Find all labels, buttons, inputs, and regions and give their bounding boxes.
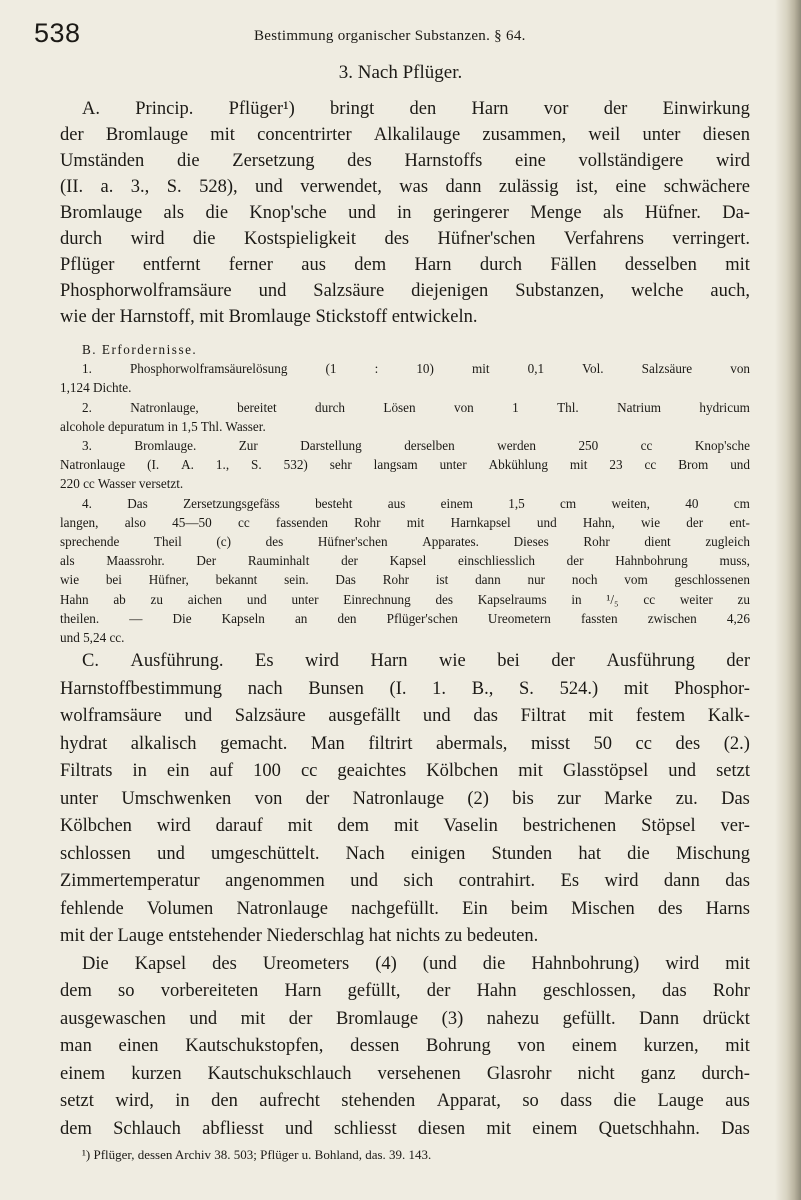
text-line: der Bromlauge mit concentrirter Alkalilauge zusammen, weil unter diesen	[60, 125, 750, 145]
text-line: wolframsäure und Salzsäure ausgefällt und das Filtrat mit festem Kalk-	[60, 706, 750, 726]
text-line: 220 cc Wasser versetzt.	[60, 476, 184, 492]
text-line: schlossen und umgeschüttelt. Nach einigen Stunden hat die Mischung	[60, 843, 750, 864]
text-line: Kölbchen wird darauf mit dem mit Vaselin bestrichenen Stöpsel ver-	[60, 816, 750, 836]
text-line: dem so vorbereiteten Harn gefüllt, der Hahn geschlossen, das Rohr	[60, 981, 750, 1001]
text-line: wie der Harnstoff, mit Bromlauge Stickstoff entwickeln.	[60, 307, 478, 327]
text-line: Harnstoffbestimmung nach Bunsen (I. 1. B., S. 524.) mit Phosphor-	[60, 678, 750, 699]
text-line: 1,124 Dichte.	[60, 380, 132, 396]
page-edge-shadow	[775, 0, 801, 1200]
text-line: als Maassrohr. Der Rauminhalt der Kapsel einschliesslich der Hahnbohrung muss,	[60, 553, 750, 569]
text-line: 4. Das Zersetzungsgefäss besteht aus einem 1,5 cm weiten, 40 cm	[82, 495, 750, 511]
text-line: fehlende Volumen Natronlauge nachgefüllt. Ein beim Mischen des Harns	[60, 898, 750, 919]
text-line: theilen. — Die Kapseln an den Pflüger'schen Ureometern fassten zwischen 4,26	[60, 610, 750, 626]
text-line: Bromlauge als die Knop'sche und in geringerer Menge als Hüfner. Da-	[60, 203, 750, 223]
text-line: Umständen die Zersetzung des Harnstoffs eine vollständigere wird	[60, 151, 750, 171]
execution-paragraph	[60, 648, 750, 1143]
text-line: dem Schlauch abfliesst und schliesst diesen mit einem Quetschhahn. Das	[60, 1118, 750, 1139]
principle-paragraph	[60, 96, 750, 330]
text-line: Filtrats in ein auf 100 cc geaichtes Kölbchen mit Glasstöpsel und setzt	[60, 761, 750, 781]
text-line: setzt wird, in den aufrecht stehenden Apparat, so dass die Lauge aus	[60, 1091, 750, 1111]
text-line: hydrat alkalisch gemacht. Man filtrirt abermals, misst 50 cc des (2.)	[60, 733, 750, 754]
text-line: man einen Kautschukstopfen, dessen Bohrung von einem kurzen, mit	[60, 1036, 750, 1056]
text-line: alcohole depuratum in 1,5 Thl. Wasser.	[60, 418, 266, 434]
requirements-heading: B. Erfordernisse.	[82, 342, 198, 357]
footnote: ¹) Pflüger, dessen Archiv 38. 503; Pflüger u. Bohland, das. 39. 143.	[82, 1147, 432, 1162]
text-line: mit der Lauge entstehender Niederschlag hat nichts zu bedeuten.	[60, 926, 539, 946]
running-head: Bestimmung organischer Substanzen. § 64.	[254, 28, 526, 44]
text-line: Die Kapsel des Ureometers (4) (und die Hahnbohrung) wird mit	[82, 953, 750, 974]
text-line: 2. Natronlauge, bereitet durch Lösen von 1 Thl. Natrium hydricum	[82, 399, 750, 415]
text-line: 1. Phosphorwolframsäurelösung (1 : 10) mit 0,1 Vol. Salzsäure von	[82, 361, 750, 377]
text-line: Pflüger entfernt ferner aus dem Harn durch Fällen desselben mit	[60, 255, 750, 275]
text-line: Natronlauge (I. A. 1., S. 532) sehr langsam unter Abkühlung mit 23 cc Brom und	[60, 457, 750, 473]
section-title: 3. Nach Pflüger.	[338, 62, 463, 83]
text-line: unter Umschwenken von der Natronlauge (2) bis zur Marke zu. Das	[60, 788, 750, 809]
text-line: Zimmertemperatur angenommen und sich contrahirt. Es wird dann das	[60, 871, 750, 891]
text-line: A. Princip. Pflüger¹) bringt den Harn vor der Einwirkung	[82, 99, 750, 119]
page-number: 538	[34, 18, 81, 48]
page-header	[34, 18, 774, 52]
text-line: durch wird die Kostspieligkeit des Hüfner'schen Verfahrens verringert.	[60, 229, 750, 249]
text-line: einem kurzen Kautschukschlauch versehenen Glasrohr nicht ganz durch-	[60, 1063, 750, 1084]
text-line: Phosphorwolframsäure und Salzsäure diejenigen Substanzen, welche auch,	[60, 281, 750, 301]
text-line: Hahn ab zu aichen und unter Einrechnung des Kapselraums in ¹/₅ cc weiter zu	[60, 591, 750, 607]
text-line: C. Ausführung. Es wird Harn wie bei der Ausführung der	[82, 651, 750, 671]
text-line: 3. Bromlauge. Zur Darstellung derselben werden 250 cc Knop'sche	[82, 438, 750, 454]
text-line: ausgewaschen und mit der Bromlauge (3) nahezu gefüllt. Dann drückt	[60, 1008, 750, 1029]
text-line: sprechende Theil (c) des Hüfner'schen Apparates. Dieses Rohr dient zugleich	[60, 534, 750, 550]
text-line: langen, also 45—50 cc fassenden Rohr mit Harnkapsel und Hahn, wie der ent-	[60, 514, 750, 530]
requirements-list	[60, 340, 750, 647]
text-line: und 5,24 cc.	[60, 630, 125, 646]
text-line: (II. a. 3., S. 528), und verwendet, was dann zulässig ist, eine schwächere	[60, 177, 750, 197]
text-line: wie bei Hüfner, bekannt sein. Das Rohr ist dann nur noch vom geschlossenen	[60, 572, 750, 588]
